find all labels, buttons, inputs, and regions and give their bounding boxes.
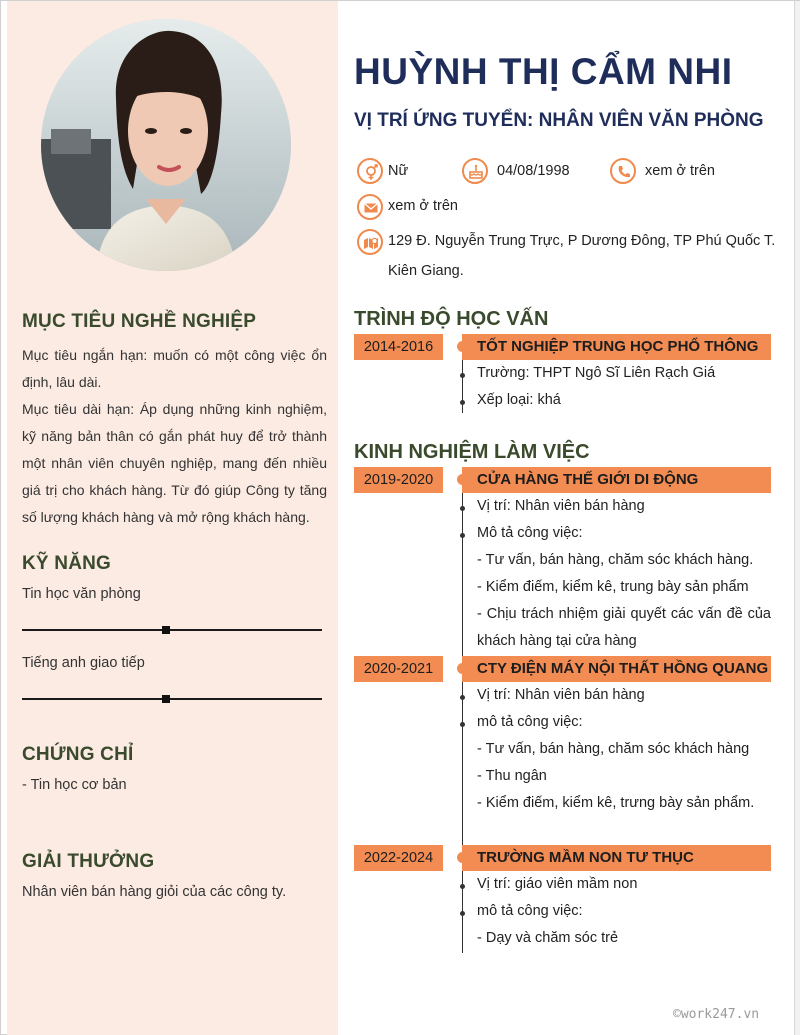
job-task: - Chịu trách nhiệm giải quyết các vấn đề của khách hàng tại cửa hàng	[477, 606, 771, 649]
job-desc-label: mô tả công việc:	[477, 903, 583, 919]
objective-text: Mục tiêu ngắn hạn: muốn có một công việc ổn định, lâu dài. Mục tiêu dài hạn: Áp dụng những kinh nghiệm, kỹ năng bản thân có gắn phát huy để trở thành một nhân viên chuyên nghiệp, mang đến nhiều giá trị cho khách hàng. Từ đó giúp Công ty tăng số lượng khách hàng và mở rộng khách hàng.	[22, 347, 327, 525]
bullet-dot	[460, 722, 465, 727]
gender-value: Nữ	[388, 163, 409, 179]
certificates-text: - Tin học cơ bản	[22, 777, 127, 793]
job-role: Vị trí: Nhân viên bán hàng	[477, 498, 645, 514]
job-role: Vị trí: giáo viên mầm non	[477, 876, 638, 892]
bullet-dot	[460, 506, 465, 511]
certificates-title: CHỨNG CHỈ	[22, 744, 134, 765]
education-school: Trường: THPT Ngô Sĩ Liên Rạch Giá	[477, 365, 716, 381]
job-task: - Dạy và chăm sóc trẻ	[477, 930, 619, 946]
awards-title: GIẢI THƯỞNG	[22, 851, 155, 872]
skill-bar	[22, 698, 322, 700]
job-task: - Tư vấn, bán hàng, chăm sóc khách hàng.	[477, 552, 754, 568]
job-heading: TRƯỜNG MẦM NON TƯ THỤC	[477, 849, 694, 866]
profile-photo	[41, 19, 291, 271]
bullet-dot	[460, 373, 465, 378]
birthday-value: 04/08/1998	[497, 163, 570, 179]
address-line-1: 129 Đ. Nguyễn Trung Trực, P Dương Đông, TP Phú Quốc T.	[388, 233, 776, 249]
bullet-dot	[460, 400, 465, 405]
location-icon	[357, 229, 383, 255]
job-date: 2022-2024	[354, 845, 443, 871]
timeline-dot	[457, 474, 468, 485]
bullet-dot	[460, 695, 465, 700]
education-date: 2014-2016	[354, 334, 443, 360]
education-title: TRÌNH ĐỘ HỌC VẤN	[354, 308, 549, 330]
bullet-dot	[460, 533, 465, 538]
job-date: 2019-2020	[354, 467, 443, 493]
bullet-dot	[460, 911, 465, 916]
page-edge	[794, 1, 800, 1035]
job-role: Vị trí: Nhân viên bán hàng	[477, 687, 645, 703]
phone-icon	[610, 158, 636, 184]
skill-level-marker	[162, 626, 170, 634]
skill-label: Tiếng anh giao tiếp	[22, 655, 145, 671]
experience-timeline	[462, 467, 463, 953]
job-desc-label: Mô tả công việc:	[477, 525, 583, 541]
timeline-dot	[457, 663, 468, 674]
bullet-dot	[460, 884, 465, 889]
skill-bar	[22, 629, 322, 631]
timeline-dot	[457, 852, 468, 863]
job-task: - Kiểm điếm, kiểm kê, trung bày sản phẩm	[477, 579, 749, 595]
address-line-2: Kiên Giang.	[388, 263, 464, 279]
timeline-dot	[457, 341, 468, 352]
gender-icon	[357, 158, 383, 184]
education-heading: TỐT NGHIỆP TRUNG HỌC PHỔ THÔNG	[477, 338, 759, 355]
job-heading: CỬA HÀNG THẾ GIỚI DI ĐỘNG	[477, 471, 699, 488]
job-task: - Tư vấn, bán hàng, chăm sóc khách hàng	[477, 741, 750, 757]
job-desc-label: mô tả công việc:	[477, 714, 583, 730]
candidate-name: HUỲNH THỊ CẨM NHI	[354, 51, 733, 92]
profile-photo-illustration	[41, 19, 291, 271]
job-heading: CTY ĐIỆN MÁY NỘI THẤT HỒNG QUANG	[477, 660, 769, 677]
applied-position: VỊ TRÍ ỨNG TUYỂN: NHÂN VIÊN VĂN PHÒNG	[354, 110, 764, 131]
skill-level-marker	[162, 695, 170, 703]
objective-title: MỤC TIÊU NGHỀ NGHIỆP	[22, 311, 257, 332]
job-task: - Kiểm điếm, kiểm kê, trưng bày sản phẩm.	[477, 795, 755, 811]
watermark: ©work247.vn	[673, 1007, 760, 1022]
experience-title: KINH NGHIỆM LÀM VIỆC	[354, 441, 590, 463]
skill-label: Tin học văn phòng	[22, 586, 141, 602]
email-value: xem ở trên	[388, 198, 458, 214]
skills-title: KỸ NĂNG	[22, 553, 112, 574]
awards-text: Nhân viên bán hàng giỏi của các công ty.	[22, 884, 287, 900]
email-icon	[357, 194, 383, 220]
job-task: - Thu ngân	[477, 768, 547, 784]
education-grade: Xếp loại: khá	[477, 392, 561, 408]
phone-value: xem ở trên	[645, 163, 715, 179]
job-date: 2020-2021	[354, 656, 443, 682]
birthday-cake-icon	[462, 158, 488, 184]
